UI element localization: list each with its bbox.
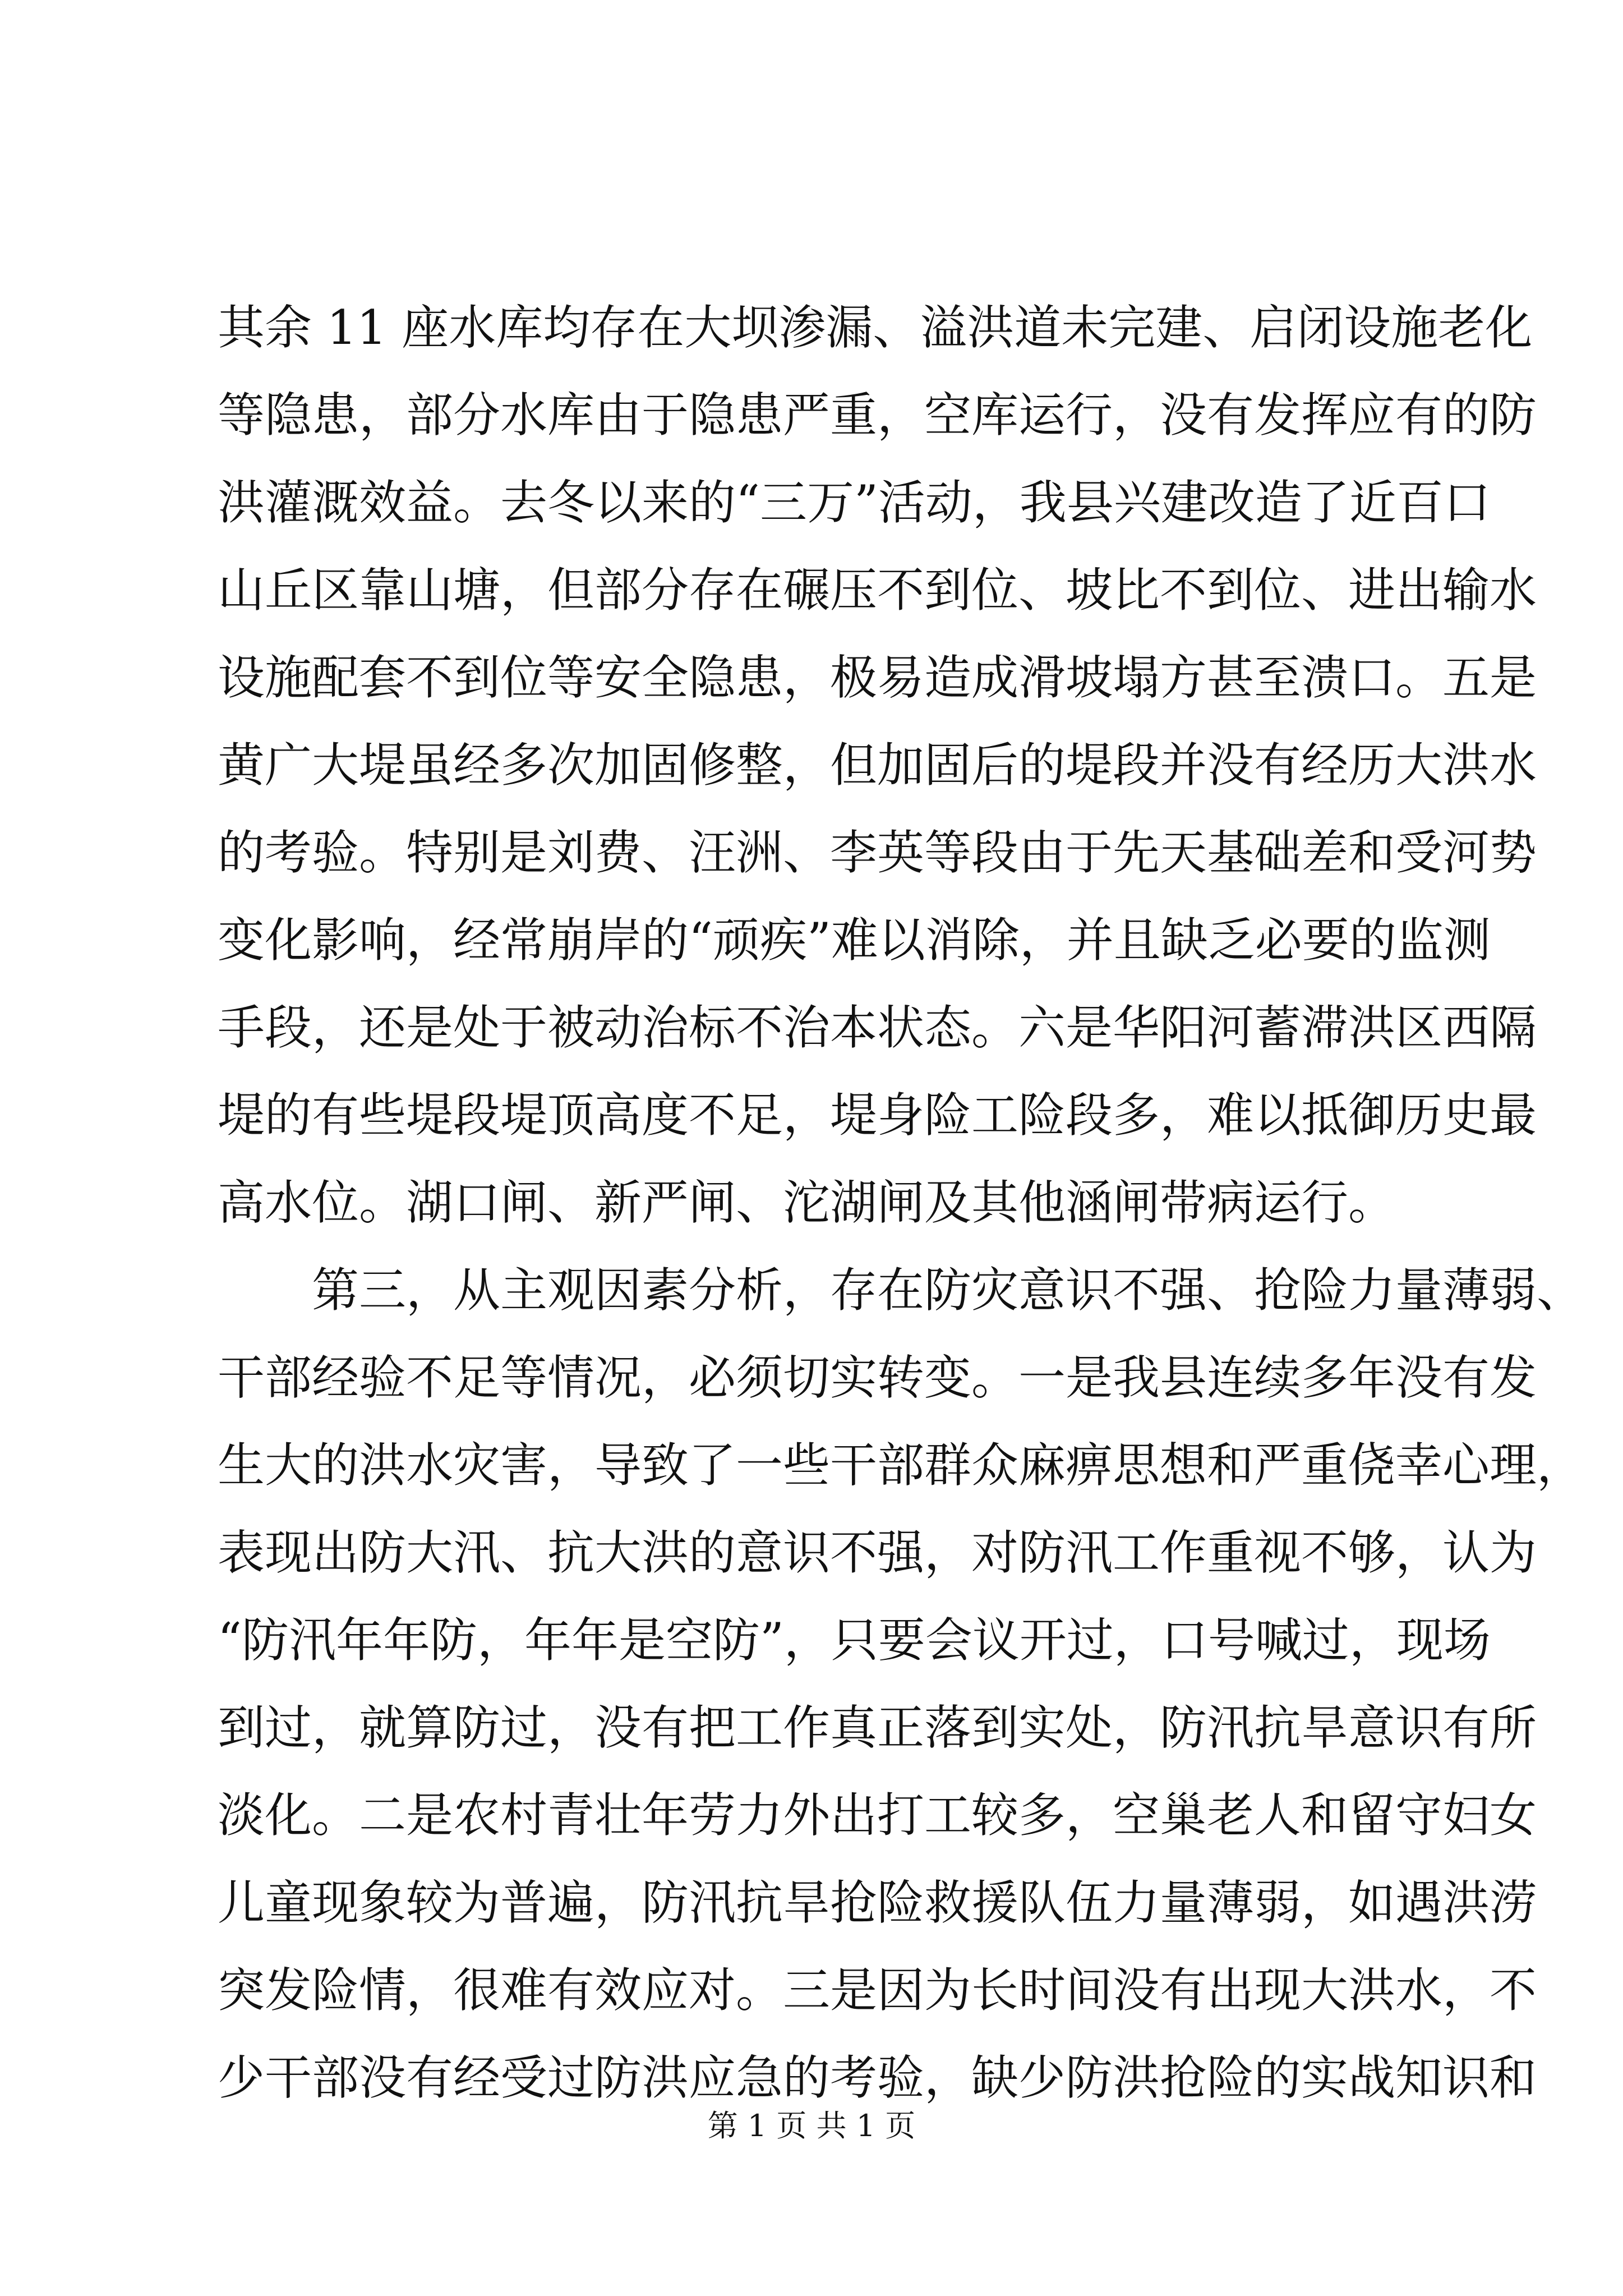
text-line: 生大的洪水灾害，导致了一些干部群众麻痹思想和严重侥幸心理， — [218, 1438, 1584, 1493]
page-number-footer: 第 1 页 共 1 页 — [707, 2108, 916, 2143]
text-line: 突发险情，很难有效应对。三是因为长时间没有出现大洪水，不 — [218, 1963, 1537, 2018]
text-line: 等隐患，部分水库由于隐患严重，空库运行，没有发挥应有的防 — [218, 388, 1537, 443]
text-line: 干部经验不足等情况，必须切实转变。一是我县连续多年没有发 — [218, 1350, 1537, 1405]
text-line: 其余 11 座水库均存在大坝渗漏、溢洪道未完建、启闭设施老化 — [218, 300, 1533, 355]
text-line: 洪灌溉效益。去冬以来的“三万”活动，我县兴建改造了近百口 — [218, 475, 1491, 530]
text-line: 儿童现象较为普遍，防汛抗旱抢险救援队伍力量薄弱，如遇洪涝 — [218, 1875, 1537, 1930]
paragraph-first-line: 第三，从主观因素分析，存在防灾意识不强、抢险力量薄弱、 — [312, 1263, 1584, 1318]
text-line: 变化影响，经常崩岸的“顽疾”难以消除，并且缺乏必要的监测 — [218, 913, 1491, 968]
document-body — [218, 284, 1584, 2122]
text-line: 手段，还是处于被动治标不治本状态。六是华阳河蓄滞洪区西隔 — [218, 1000, 1537, 1055]
text-line: 少干部没有经受过防洪应急的考验，缺少防洪抢险的实战知识和 — [218, 2050, 1537, 2105]
text-line: 黄广大堤虽经多次加固修整，但加固后的堤段并没有经历大洪水 — [218, 738, 1537, 793]
text-line: 的考验。特别是刘费、汪洲、李英等段由于先天基础差和受河势 — [218, 825, 1537, 880]
text-line: 高水位。湖口闸、新严闸、沱湖闸及其他涵闸带病运行。 — [218, 1175, 1396, 1230]
text-line: 表现出防大汛、抗大洪的意识不强，对防汛工作重视不够，认为 — [218, 1525, 1537, 1580]
text-line: “防汛年年防，年年是空防”，只要会议开过，口号喊过，现场 — [218, 1613, 1491, 1668]
text-line: 堤的有些堤段堤顶高度不足，堤身险工险段多，难以抵御历史最 — [218, 1088, 1537, 1143]
text-line: 设施配套不到位等安全隐患，极易造成滑坡塌方甚至溃口。五是 — [218, 650, 1537, 705]
text-line: 淡化。二是农村青壮年劳力外出打工较多，空巢老人和留守妇女 — [218, 1788, 1537, 1843]
text-line: 山丘区靠山塘，但部分存在碾压不到位、坡比不到位、进出输水 — [218, 563, 1537, 618]
text-line: 到过，就算防过，没有把工作真正落到实处，防汛抗旱意识有所 — [218, 1700, 1537, 1755]
